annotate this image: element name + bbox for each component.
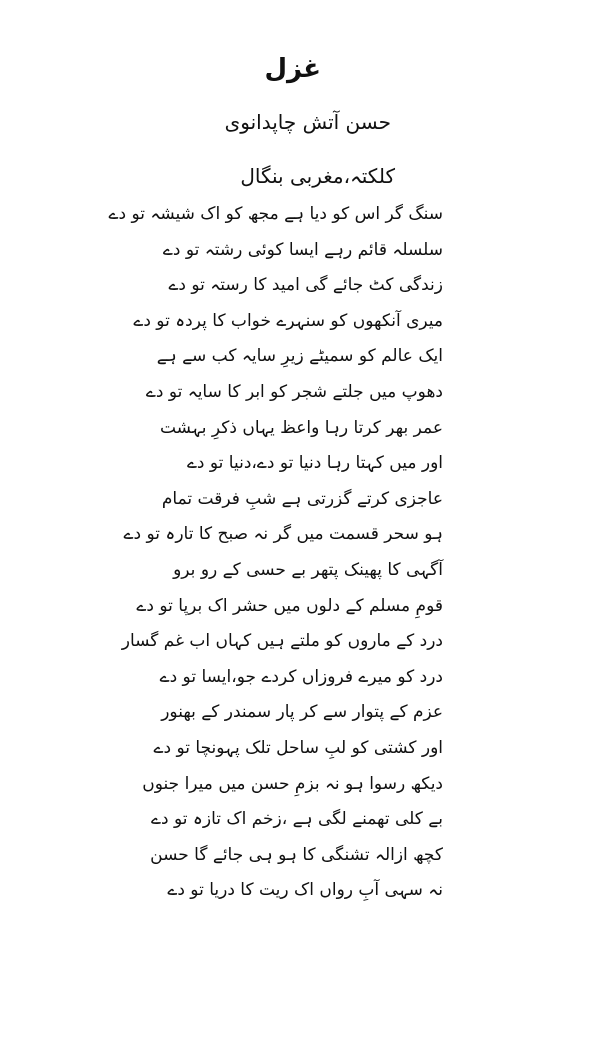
verse-line: عاجزی کرتے گزرتی ہے شبِ فرقت تمام: [161, 488, 443, 509]
verse-line: سلسلہ قائم رہے ایسا کوئی رشتہ تو دے: [162, 239, 443, 260]
verse-line: دیکھ رسوا ہو نہ بزمِ حسن میں میرا جنوں: [142, 773, 443, 794]
poem-title: غزل: [264, 54, 321, 84]
poet-location: کلکتہ،مغربی بنگال: [240, 164, 395, 188]
verse-line: عمر بھر کرتا رہا واعظ یہاں ذکرِ بہشت: [159, 417, 443, 438]
verse-line: درد کو میرے فروزاں کردے جو،ایسا تو دے: [159, 666, 443, 687]
verse-line: آگہی کا پھینک پتھر بے حسی کے رو برو: [173, 559, 443, 580]
verse-line: زندگی کٹ جائے گی امید کا رستہ تو دے: [168, 275, 443, 296]
verse-line: میری آنکھوں کو سنہرے خواب کا پردہ تو دے: [133, 310, 443, 331]
verse-line: اور کشتی کو لبِ ساحل تلک پہونچا تو دے: [153, 737, 443, 758]
verse-line: نہ سہی آبِ رواں اک ریت کا دریا تو دے: [167, 880, 443, 901]
verse-list: [3, 197, 443, 909]
poet-name: حسن آتش چاپدانوی: [224, 110, 391, 134]
verse-line: دھوپ میں جلتے شجر کو ابر کا سایہ تو دے: [145, 381, 443, 402]
verse-line: ہو سحر قسمت میں گر نہ صبح کا تارہ تو دے: [123, 524, 443, 545]
verse-line: درد کے ماروں کو ملتے ہیں کہاں اب غم گسار: [121, 631, 443, 652]
verse-line: قومِ مسلم کے دلوں میں حشر اک برپا تو دے: [136, 595, 443, 616]
verse-line: اور میں کہتا رہا دنیا تو دے،دنیا تو دے: [186, 453, 443, 474]
verse-line: سنگ گر اس کو دیا ہے مجھ کو اک شیشہ تو دے: [108, 204, 443, 224]
verse-line: عزم کے پتوار سے کر پار سمندر کے بھنور: [161, 702, 443, 723]
verse-line: بے کلی تھمنے لگی ہے ،زخم اک تازہ تو دے: [151, 809, 443, 830]
verse-line: کچھ ازالہ تشنگی کا ہو ہی جائے گا حسن: [150, 844, 443, 865]
verse-line: ایک عالم کو سمیٹے زیرِ سایہ کب سے ہے: [156, 346, 443, 367]
